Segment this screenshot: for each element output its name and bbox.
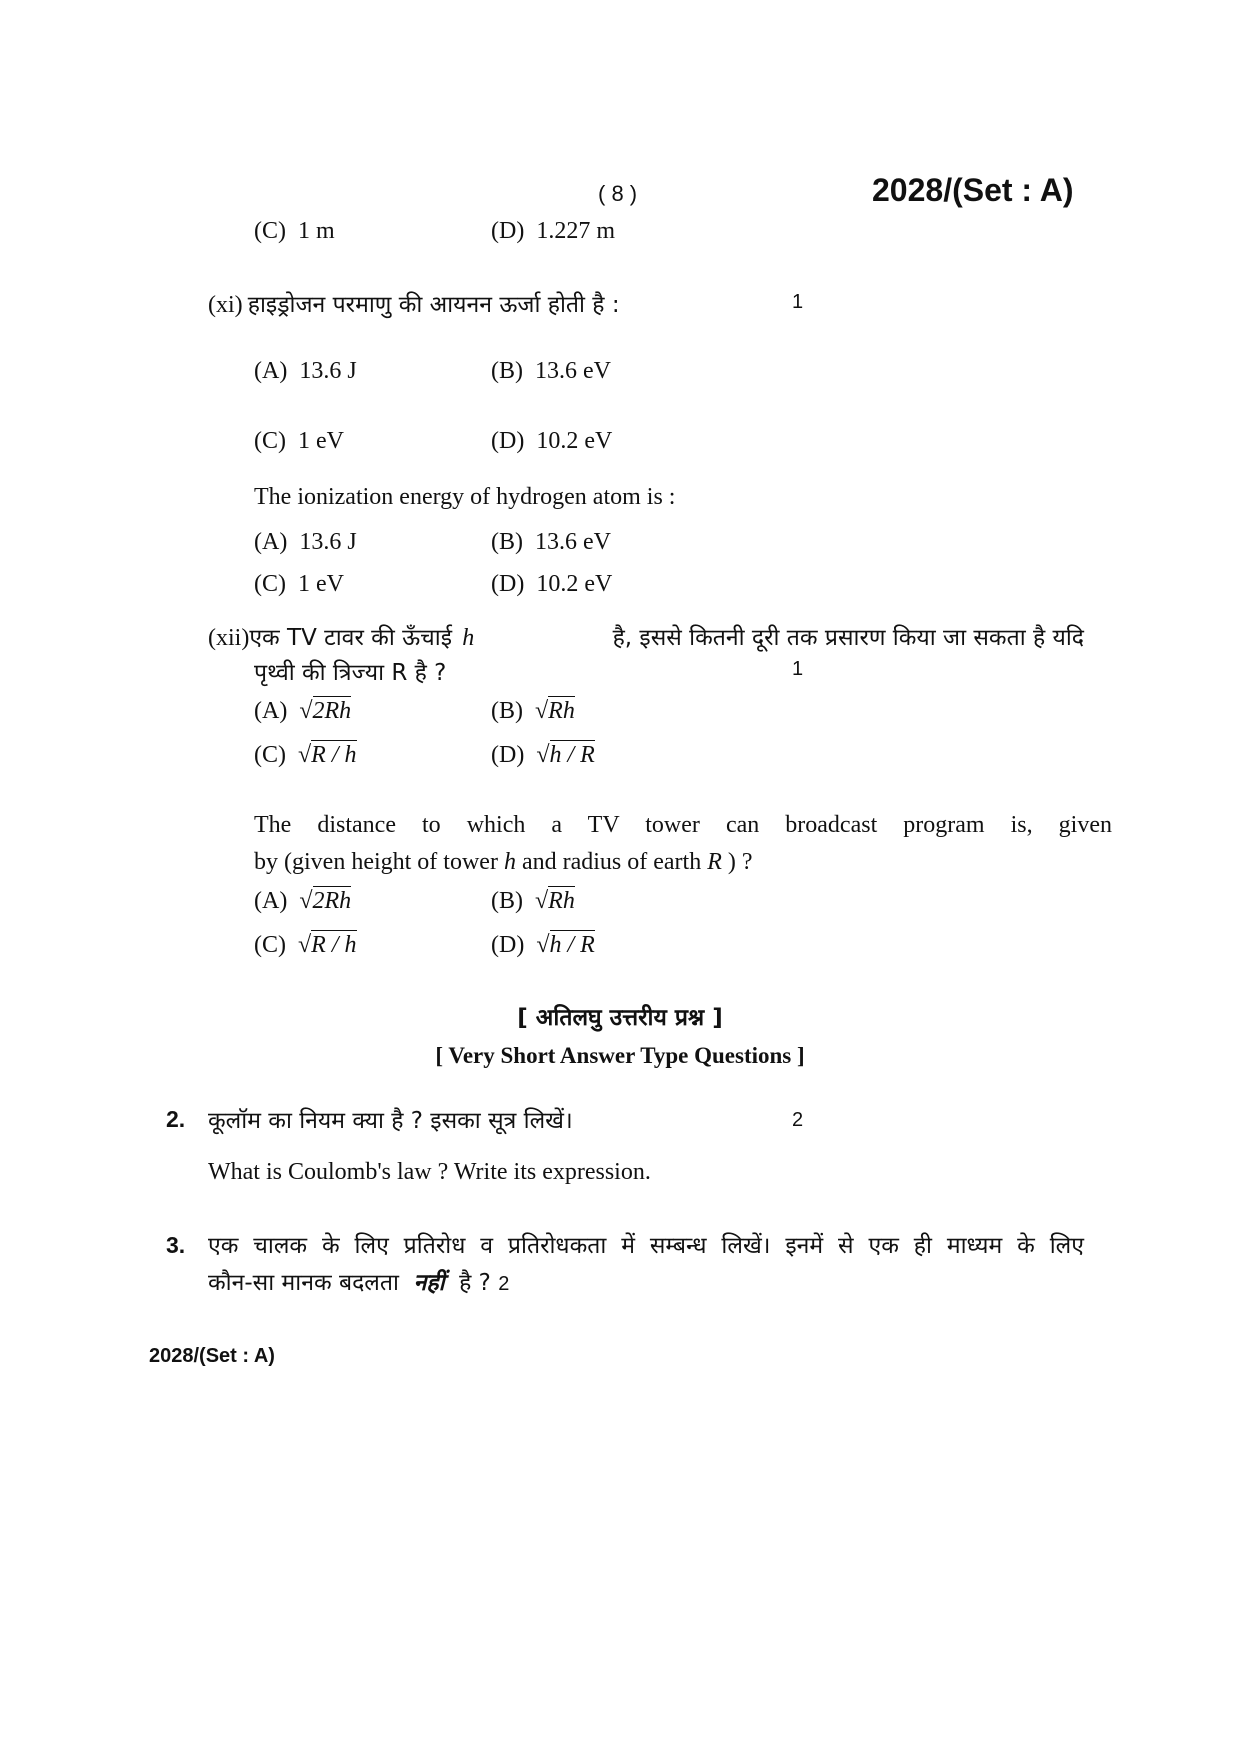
option-xi-en-c: [254, 571, 344, 598]
variable-h: h: [503, 849, 516, 875]
option-label: (B): [491, 888, 523, 914]
radicand: h / R: [549, 932, 595, 958]
option-xi-en-d: [491, 571, 612, 598]
emphasis-not: नहीं: [413, 1270, 445, 1296]
option-label: (C): [254, 571, 286, 597]
option-text: 1 eV: [298, 428, 344, 454]
option-label: (B): [491, 529, 523, 555]
question-xi-hindi: [208, 287, 620, 319]
section-heading-english: [ Very Short Answer Type Questions ]: [435, 1043, 805, 1068]
sqrt-icon: √: [298, 742, 312, 768]
option-label: (C): [254, 428, 286, 454]
radicand: 2Rh: [312, 698, 352, 724]
question-xii-hindi-line2: पृथ्वी की त्रिज्या R है ?: [254, 660, 447, 686]
option-label: (C): [254, 742, 286, 768]
question-xii-english-line2: [254, 849, 753, 876]
question-text-part: by (given height of tower: [254, 849, 498, 875]
option-label: (B): [491, 358, 523, 384]
radicand: 2Rh: [312, 888, 352, 914]
question-number-2: 2.: [166, 1106, 186, 1132]
radicand: Rh: [548, 888, 575, 914]
sqrt-icon: √: [536, 742, 550, 768]
option-label: (D): [491, 218, 525, 244]
option-xii-en-a: [254, 888, 351, 915]
option-label: (D): [491, 742, 525, 768]
sqrt-icon: √: [299, 698, 313, 724]
option-xi-hi-a: [254, 358, 357, 385]
section-heading-hindi: [ अतिलघु उत्तरीय प्रश्न ]: [517, 1005, 723, 1031]
option-label: (B): [491, 698, 523, 724]
question-text-part: and radius of earth: [521, 849, 702, 875]
option-text: 13.6 J: [299, 358, 357, 384]
paper-code-header: 2028/(Set : A): [872, 172, 1074, 208]
option-xii-hi-c: [254, 742, 357, 769]
option-label: (D): [491, 428, 525, 454]
option-xi-en-b: [491, 529, 611, 556]
option-text: 13.6 J: [299, 529, 357, 555]
question-text-part: एक TV टावर की ऊँचाई: [249, 625, 453, 651]
question-3-hindi-line2: [208, 1265, 509, 1297]
option-xii-en-c: [254, 932, 357, 959]
prev-option-d: [491, 218, 615, 245]
option-xi-en-a: [254, 529, 357, 556]
question-number: (xi): [208, 292, 243, 318]
marks-q2: 2: [792, 1109, 804, 1131]
question-2-hindi: कूलॉम का नियम क्या है ? इसका सूत्र लिखें।: [208, 1108, 573, 1134]
option-label: (D): [491, 932, 525, 958]
variable-h: h: [462, 625, 475, 651]
question-text-part: है ?: [459, 1270, 491, 1296]
sqrt-icon: √: [535, 698, 549, 724]
prev-option-c: [254, 218, 335, 245]
option-label: (A): [254, 529, 288, 555]
option-text: 10.2 eV: [536, 428, 613, 454]
question-text-part: है, इससे कितनी दूरी तक प्रसारण किया जा सकता है यदि: [612, 625, 1084, 651]
option-xii-en-b: [491, 888, 575, 915]
sqrt-icon: √: [299, 888, 313, 914]
option-text: 10.2 eV: [536, 571, 613, 597]
option-xii-hi-b: [491, 698, 575, 725]
marks-xi: 1: [792, 291, 804, 313]
option-xii-hi-a: [254, 698, 351, 725]
option-label: (C): [254, 932, 286, 958]
radicand: R / h: [311, 742, 357, 768]
option-text: 13.6 eV: [535, 358, 611, 384]
question-xi-english: The ionization energy of hydrogen atom is :: [254, 484, 676, 510]
page-number: ( 8 ): [598, 181, 638, 206]
option-label: (A): [254, 358, 288, 384]
sqrt-icon: √: [535, 888, 549, 914]
option-text: 1.227 m: [536, 218, 615, 244]
radicand: Rh: [548, 698, 575, 724]
option-text: 1 m: [298, 218, 335, 244]
question-number-3: 3.: [166, 1232, 186, 1258]
option-text: 13.6 eV: [535, 529, 611, 555]
question-text: हाइड्रोजन परमाणु की आयनन ऊर्जा होती है :: [247, 292, 620, 318]
variable-r: R: [707, 849, 722, 875]
option-xii-hi-d: [491, 742, 595, 769]
option-xi-hi-b: [491, 358, 611, 385]
question-text-part: ) ?: [727, 849, 753, 875]
option-label: (A): [254, 698, 288, 724]
option-label: (A): [254, 888, 288, 914]
option-text: 1 eV: [298, 571, 344, 597]
option-xi-hi-d: [491, 428, 612, 455]
sqrt-icon: √: [536, 932, 550, 958]
paper-code-footer: 2028/(Set : A): [149, 1345, 275, 1367]
question-text-part: कौन-सा मानक बदलता: [208, 1270, 399, 1296]
option-xi-hi-c: [254, 428, 344, 455]
radicand: R / h: [311, 932, 357, 958]
question-2-english: What is Coulomb's law ? Write its expression.: [208, 1159, 651, 1185]
marks-q3: 2: [498, 1273, 510, 1295]
question-3-hindi-line1: एक चालक के लिए प्रतिरोध व प्रतिरोधकता में सम्बन्ध लिखें। इनमें से एक ही माध्यम के लिए: [208, 1233, 1084, 1259]
option-label: (D): [491, 571, 525, 597]
question-xii-hindi-line1: [208, 620, 1084, 652]
option-xii-en-d: [491, 932, 595, 959]
radicand: h / R: [549, 742, 595, 768]
marks-xii: 1: [792, 658, 804, 680]
question-number: (xii): [208, 625, 250, 651]
sqrt-icon: √: [298, 932, 312, 958]
option-label: (C): [254, 218, 286, 244]
question-xii-english-line1: The distance to which a TV tower can broadcast program is, given: [254, 812, 1112, 838]
